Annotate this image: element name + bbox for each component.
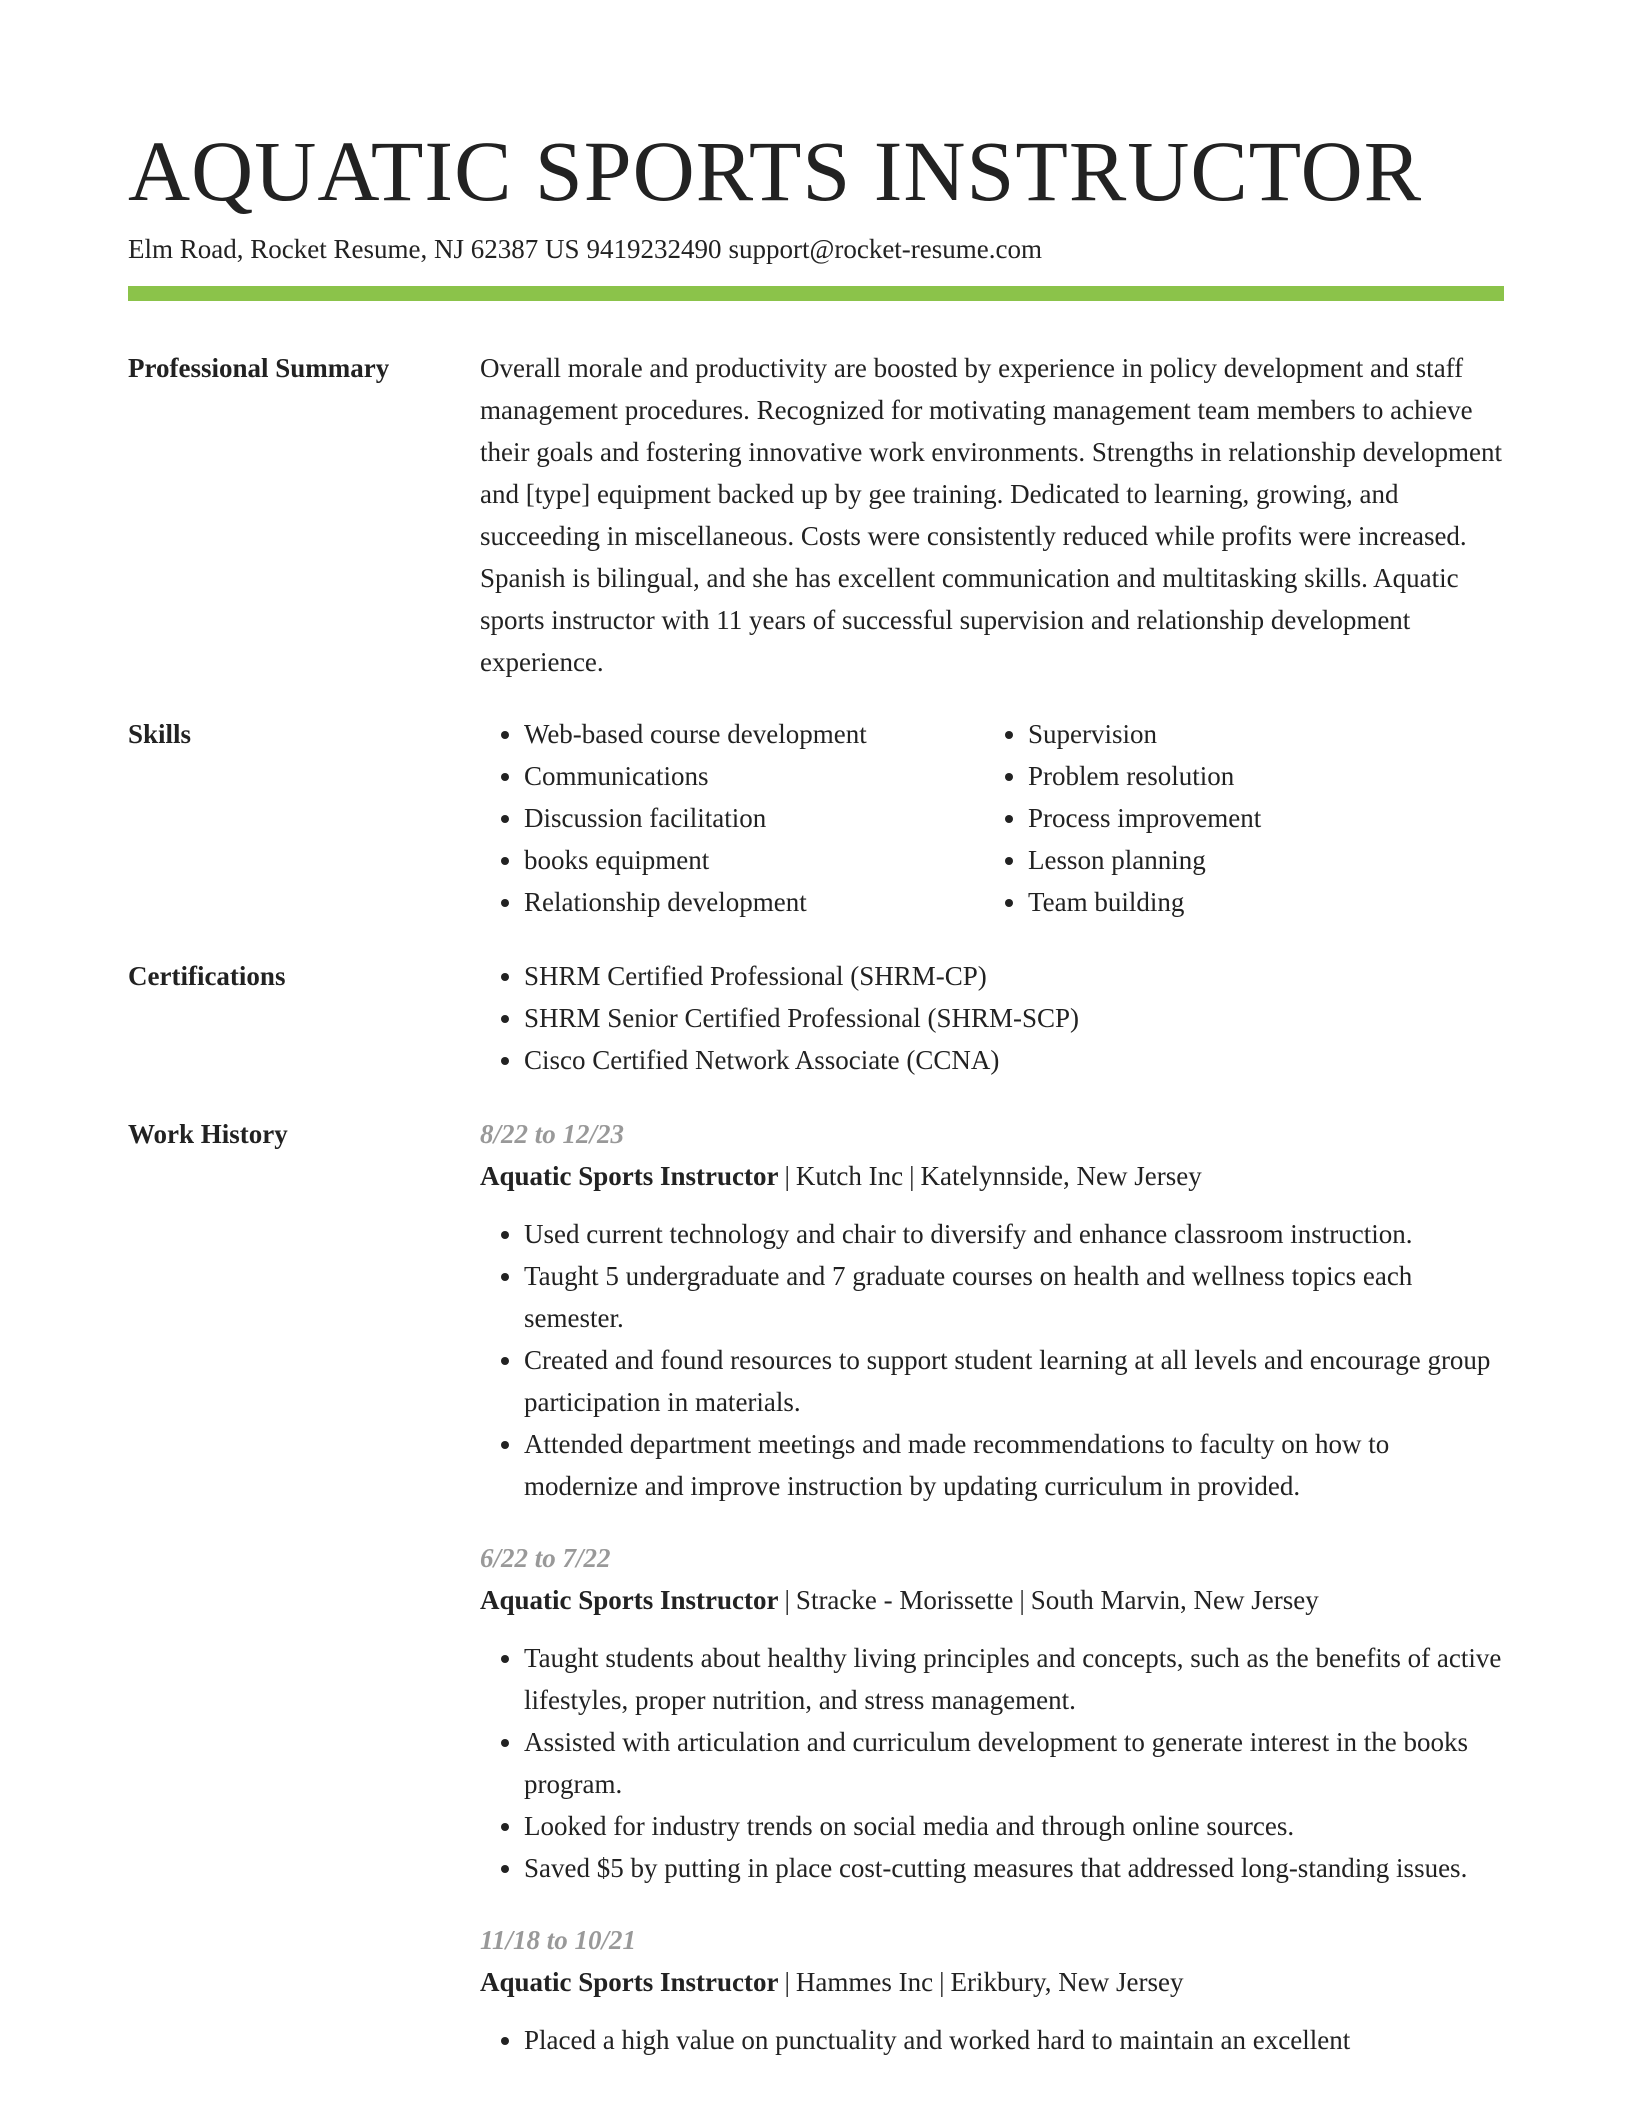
skills-column-2 [984,713,1488,923]
job-bullet: • Created and found resources to support student learning at all levels and encourage group participation in materials. [524,1339,1504,1423]
job-heading [480,1961,1504,2003]
skills-column-1 [480,713,984,923]
job-heading [480,1155,1504,1197]
contact-line [128,230,1042,268]
job-dates: 11/18 to 10/21 [480,1925,637,1955]
job-bullets [480,1637,1504,1889]
job-location: Katelynnside, New Jersey [920,1161,1202,1191]
job-bullet: • Taught 5 undergraduate and 7 graduate courses on health and wellness topics each semester. [524,1255,1504,1339]
separator: | [939,1967,945,1997]
header-divider [128,286,1504,301]
work-history-heading: Work History [128,1119,288,1149]
contact-email: support@rocket-resume.com [728,234,1043,264]
certification-item: • Cisco Certified Network Associate (CCNA) [524,1039,1504,1081]
job-location: South Marvin, New Jersey [1030,1585,1319,1615]
summary-body [480,347,1504,683]
skill-item: • Communications [524,755,984,797]
skill-item: • Relationship development [524,881,984,923]
job-location: Erikbury, New Jersey [950,1967,1184,1997]
job-bullet: • Attended department meetings and made recommendations to faculty on how to modernize and improve instruction by updating curriculum in provided. [524,1423,1504,1507]
certifications-heading: Certifications [128,961,286,991]
job-bullet: • Looked for industry trends on social media and through online sources. [524,1805,1504,1847]
skills-heading: Skills [128,719,192,749]
job-dates: 8/22 to 12/23 [480,1119,625,1149]
separator: | [1019,1585,1025,1615]
skill-item: • Process improvement [1028,797,1488,839]
skill-item: • Web-based course development [524,713,984,755]
job-bullet: • Assisted with articulation and curriculum development to generate interest in the books program. [524,1721,1504,1805]
job-bullet: • Saved $5 by putting in place cost-cutting measures that addressed long-standing issues. [524,1847,1504,1889]
job-entry [480,1919,1504,2061]
skill-item: • Supervision [1028,713,1488,755]
job-heading [480,1579,1504,1621]
job-company: Stracke - Morissette [795,1585,1014,1615]
job-company: Kutch Inc [795,1161,904,1191]
skills-body [480,713,1504,923]
skill-item: • Team building [1028,881,1488,923]
certification-item: • SHRM Certified Professional (SHRM-CP) [524,955,1504,997]
job-bullets [480,1213,1504,1507]
job-entry [480,1537,1504,1889]
contact-phone: 9419232490 [586,234,722,264]
job-bullets [480,2019,1504,2061]
skill-item: • books equipment [524,839,984,881]
job-dates: 6/22 to 7/22 [480,1543,611,1573]
job-title: Aquatic Sports Instructor [480,1161,779,1191]
certifications-body [480,955,1504,1081]
job-bullet: • Placed a high value on punctuality and worked hard to maintain an excellent [524,2019,1504,2061]
contact-address: Elm Road, Rocket Resume, NJ 62387 US [128,234,580,264]
job-title: Aquatic Sports Instructor [480,1585,779,1615]
skill-item: • Problem resolution [1028,755,1488,797]
resume-title: AQUATIC SPORTS INSTRUCTOR [128,123,1423,219]
separator: | [784,1161,790,1191]
summary-heading: Professional Summary [128,353,390,383]
job-entry [480,1113,1504,1507]
summary-text: Overall morale and productivity are boosted by experience in policy development and staff management procedures. Recognized for motivating management team members to achieve their goals and fostering innovative work environments. Strengths in relationship development and [type] equipment backed up by gee training. Dedicated to learning, growing, and succeeding in miscellaneous. Costs were consistently reduced while profits were increased. Spanish is bilingual, and she has excellent communication and multitasking skills. Aquatic sports instructor with 11 years of successful supervision and relationship development experience. [480,353,1503,677]
work-history-body [480,1113,1504,2091]
separator: | [909,1161,915,1191]
job-bullet: • Taught students about healthy living principles and concepts, such as the benefits of active lifestyles, proper nutrition, and stress management. [524,1637,1504,1721]
job-company: Hammes Inc [795,1967,934,1997]
certification-item: • SHRM Senior Certified Professional (SHRM-SCP) [524,997,1504,1039]
job-title: Aquatic Sports Instructor [480,1967,779,1997]
certifications-list [480,955,1504,1081]
separator: | [784,1585,790,1615]
skill-item: • Lesson planning [1028,839,1488,881]
job-bullet: • Used current technology and chair to diversify and enhance classroom instruction. [524,1213,1504,1255]
separator: | [784,1967,790,1997]
skill-item: • Discussion facilitation [524,797,984,839]
